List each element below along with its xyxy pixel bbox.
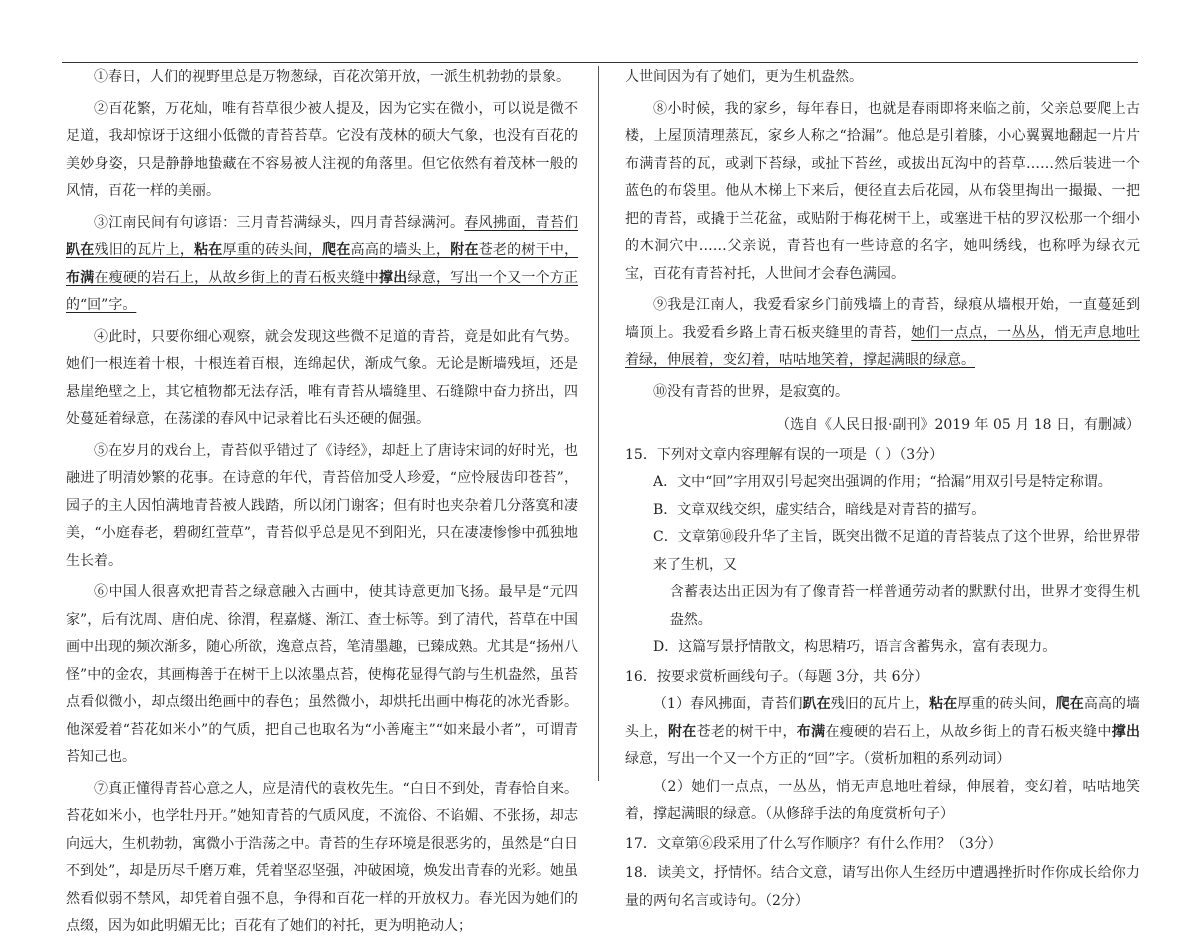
question-15-stem: 15．下列对文章内容理解有误的一项是（ ）（3分） xyxy=(625,446,944,463)
left-column xyxy=(66,64,578,941)
question-17: 17．文章第⑥段采用了什么写作顺序？有什么作用？（3分） xyxy=(625,835,1002,852)
question-16-part-1: （1）春风拂面，青苔们趴在残旧的瓦片上，粘在厚重的砖头间，爬在高高的墙头上，附在苍老的树干中，布满在瘦硬的岩石上，从故乡街上的青石板夹缝中撑出绿意，写出一个又一个方正的“回”字。（赏析加粗的系列动词） xyxy=(625,696,1141,767)
paragraph-1: ①春日，人们的视野里总是万物葱绿，百花次第开放，一派生机勃勃的景象。 xyxy=(94,69,570,85)
source-citation: （选自《人民日报·副刊》2019 年 05 月 18 日，有删减） xyxy=(776,417,1140,433)
question-16-part-2: （2）她们一点点，一丛丛，悄无声息地吐着绿，伸展着，变幻着，咕咕地笑着，撑起满眼的绿意。（从修辞手法的角度赏析句子） xyxy=(625,778,1140,822)
verb-5: 布满 xyxy=(66,269,95,286)
right-column xyxy=(625,64,1140,915)
verb-1: 趴在 xyxy=(66,242,95,258)
question-15-option-d: D．这篇写景抒情散文，构思精巧，语言含蓄隽永，富有表现力。 xyxy=(653,639,1057,655)
underlined-sentence-2: 她们一点点，一丛丛，悄无声息地吐着绿，伸展着，变幻着，咕咕地笑着，撑起满眼的绿意。 xyxy=(625,324,1141,368)
question-15-option-a: A．文中“回”字用双引号起突出强调的作用；“拾漏”用双引号是特定称谓。 xyxy=(653,474,1112,490)
verb-2: 粘在 xyxy=(194,242,223,258)
question-15-option-c-cont: 含蓄表达出正因为有了像青苔一样普通劳动者的默默付出，世界才变得生机盎然。 xyxy=(669,584,1140,628)
paragraph-4: ④此时，只要你细心观察，就会发现这些微不足道的青苔，竟是如此有气势。她们一根连着十根，十根连着百根，连绵起伏，渐成气象。无论是断墙残垣，还是悬崖绝壁之上，其它植物都无法存活，唯有青苔从墙缝里、石缝隙中奋力挤出，四处蔓延着绿意，在荡漾的春风中记录着比石头还硬的倔强。 xyxy=(66,328,578,427)
paragraph-7-continued: 人世间因为有了她们，更为生机盎然。 xyxy=(625,69,863,85)
underlined-sentence-1: 春风拂面，青苔们趴在残旧的瓦片上，粘在厚重的砖头间，爬在高高的墙头上，附在苍老的树干中，布满在瘦硬的岩石上，从故乡街上的青石板夹缝中撑出绿意，写出一个又一个方正的“回”字。 xyxy=(66,214,579,313)
paragraph-8: ⑧小时候，我的家乡，每年春日，也就是春雨即将来临之前，父亲总要爬上古楼，上屋顶清理蒸瓦，家乡人称之“拾漏”。他总是引着膝，小心翼翼地翻起一片片布满青苔的瓦，或剥下苔绿，或扯下苔丝，或拔出瓦沟中的苔草……然后装进一个蓝色的布袋里。他从木梯上下来后，便径直去后花园，从布袋里掏出一撮撮、一把把的青苔，或撬于兰花盆，或贴附于梅花树干上，或塞进干枯的罗汉松那一个细小的木洞穴中……父亲说，青苔也有一些诗意的名字，她叫绣线，也称呼为绿衣元宝，百花有青苔衬托，人世间才会春色满园。 xyxy=(625,100,1140,282)
question-16-stem: 16．按要求赏析画线句子。（每题 3分，共 6分） xyxy=(625,668,929,685)
paragraph-3 xyxy=(66,210,578,320)
paragraph-7: ⑦真正懂得青苔心意之人，应是清代的袁枚先生。“白日不到处，青春恰自来。苔花如米小，也学牡丹开。”她知青苔的气质风度，不流俗、不谄媚、不张扬，却志向远大，生机勃勃，寓微小于浩荡之中。青苔的生存环境是很恶劣的，虽然是“白日不到处”，却是历尽千磨万难，凭着坚忍坚强，冲破困境，焕发出青春的光彩。她虽然看似弱不禁风，却凭着自强不息，争得和百花一样的开放权力。春光因为她们的点缀，因为如此明媚无比；百花有了她们的衬托，更为明艳动人； xyxy=(66,780,578,934)
paragraph-2: ②百花繁，万花灿，唯有苔草很少被人提及，因为它实在微小，可以说是微不足道，我却惊讶于这细小低微的青苔苔草。它没有茂林的硕大气象，也没有百花的美妙身姿，只是静静地蛰藏在不容易被人注视的角落里。但它依然有着茂林一般的风情，百花一样的美丽。 xyxy=(66,100,578,199)
column-divider xyxy=(598,66,599,781)
paragraph-10: ⑩没有青苔的世界，是寂寞的。 xyxy=(653,383,849,400)
question-15-option-b: B．文章双线交织，虚实结合，暗线是对青苔的描写。 xyxy=(653,501,986,518)
verb-6: 撑出 xyxy=(379,269,408,286)
verb-3: 爬在 xyxy=(322,242,351,258)
top-rule xyxy=(62,62,1138,63)
paragraph-3-intro: ③江南民间有句谚语：三月青苔满绿头，四月青苔绿满河。 xyxy=(94,214,465,231)
paragraph-9: ⑨我是江南人，我爱看家乡门前残墙上的青苔，绿痕从墙根开始，一直蔓延到墙顶上。我爱看乡路上青石板夹缝里的青苔，她们一点点，一丛丛，悄无声息地吐着绿，伸展着，变幻着，咕咕地笑着，撑起满眼的绿意。 xyxy=(625,297,1141,368)
question-15-option-c: C．文章第⑩段升华了主旨，既突出微不足道的青苔装点了这个世界，给世界带来了生机，又 xyxy=(653,529,1140,573)
question-18: 18．读美文，抒情怀。结合文意，请写出你人生经历中遭遇挫折时作你成长给你力量的两句名言或诗句。（2分） xyxy=(625,865,1140,909)
verb-4: 附在 xyxy=(450,242,479,258)
paragraph-6: ⑥中国人很喜欢把青苔之绿意融入古画中，使其诗意更加飞扬。最早是“元四家”，后有沈周、唐伯虎、徐渭，程嘉燧、渐江、查士标等。到了清代，苔草在中国画中出现的频次渐多，随心所欲，逸意点苔，笔清墨趣，已臻成熟。尤其是“扬州八怪”中的金农，其画梅善于在树干上以浓墨点苔，使梅花显得气韵与生机盎然，虽苔点看似微小，却点缀出绝画中的春色；虽然微小，却烘托出画中梅花的冰光香影。他深爱着“苔花如米小”的气质，把自己也取名为“小善庵主”“如来最小者”，可谓青苔知己也。 xyxy=(66,584,578,765)
paragraph-5: ⑤在岁月的戏台上，青苔似乎错过了《诗经》，却赶上了唐诗宋词的好时光，也融进了明清妙繁的花事。在诗意的年代，青苔倍加受人珍爱，“应怜屐齿印苍苔”，园子的主人因怕满地青苔被人践踏，所以闭门谢客；但有时也夹杂着几分落寞和凄美，“小庭春老，碧砌红萱草”，青苔似乎总是见不到阳光，只在凄凄惨惨中孤独地生长着。 xyxy=(66,442,578,569)
